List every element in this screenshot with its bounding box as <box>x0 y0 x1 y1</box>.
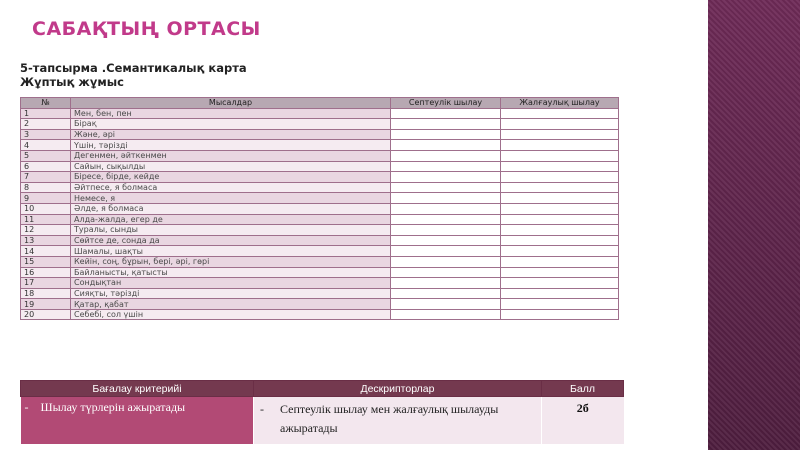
table-row <box>21 278 619 289</box>
conjunctive-answer-cell[interactable] <box>501 108 619 119</box>
table-row <box>21 182 619 193</box>
row-example: Сондықтан <box>71 278 391 289</box>
header-examples: Мысалдар <box>71 98 391 109</box>
row-example: Сөйтсе де, сонда да <box>71 235 391 246</box>
row-example: Бірақ <box>71 119 391 130</box>
postpositional-answer-cell[interactable] <box>391 278 501 289</box>
header-postpositional-particle: Септеулік шылау <box>391 98 501 109</box>
postpositional-answer-cell[interactable] <box>391 150 501 161</box>
row-number: 15 <box>21 256 71 267</box>
postpositional-answer-cell[interactable] <box>391 288 501 299</box>
semantic-map-table <box>20 97 619 320</box>
assessment-score: 2б <box>542 397 624 444</box>
table-row <box>21 299 619 310</box>
conjunctive-answer-cell[interactable] <box>501 140 619 151</box>
assessment-criterion: Шылау түрлерін ажыратады <box>40 400 186 414</box>
postpositional-answer-cell[interactable] <box>391 267 501 278</box>
row-number: 19 <box>21 299 71 310</box>
postpositional-answer-cell[interactable] <box>391 235 501 246</box>
row-number: 10 <box>21 203 71 214</box>
row-example: Дегенмен, әйткенмен <box>71 150 391 161</box>
table-row <box>21 140 619 151</box>
row-number: 16 <box>21 267 71 278</box>
conjunctive-answer-cell[interactable] <box>501 203 619 214</box>
assessment-header-criterion: Бағалау критерийі <box>21 381 254 397</box>
table-row <box>21 267 619 278</box>
assessment-header-score: Балл <box>542 381 624 397</box>
row-number: 7 <box>21 172 71 183</box>
row-number: 3 <box>21 129 71 140</box>
table-row <box>21 129 619 140</box>
row-example: Байланысты, қатысты <box>71 267 391 278</box>
assessment-header-descriptors: Дескрипторлар <box>254 381 542 397</box>
table-row <box>21 256 619 267</box>
row-example: Әйтпесе, я болмаса <box>71 182 391 193</box>
row-number: 20 <box>21 309 71 320</box>
row-number: 1 <box>21 108 71 119</box>
table-row <box>21 108 619 119</box>
task-title: 5-тапсырма .Семантикалық карта <box>20 61 247 75</box>
conjunctive-answer-cell[interactable] <box>501 235 619 246</box>
table-row <box>21 246 619 257</box>
conjunctive-answer-cell[interactable] <box>501 288 619 299</box>
row-number: 9 <box>21 193 71 204</box>
postpositional-answer-cell[interactable] <box>391 129 501 140</box>
conjunctive-answer-cell[interactable] <box>501 225 619 236</box>
table-header-row <box>21 98 619 109</box>
row-number: 14 <box>21 246 71 257</box>
row-example: Алда-жалда, егер де <box>71 214 391 225</box>
conjunctive-answer-cell[interactable] <box>501 193 619 204</box>
row-number: 18 <box>21 288 71 299</box>
page-title: САБАҚТЫҢ ОРТАСЫ <box>32 18 261 40</box>
assessment-table <box>20 380 624 444</box>
row-example: Әлде, я болмаса <box>71 203 391 214</box>
postpositional-answer-cell[interactable] <box>391 182 501 193</box>
conjunctive-answer-cell[interactable] <box>501 150 619 161</box>
conjunctive-answer-cell[interactable] <box>501 182 619 193</box>
table-row <box>21 203 619 214</box>
table-row <box>21 309 619 320</box>
assessment-row <box>21 397 624 444</box>
postpositional-answer-cell[interactable] <box>391 203 501 214</box>
row-example: Сайын, сықылды <box>71 161 391 172</box>
table-row <box>21 288 619 299</box>
postpositional-answer-cell[interactable] <box>391 225 501 236</box>
row-example: Немесе, я <box>71 193 391 204</box>
conjunctive-answer-cell[interactable] <box>501 172 619 183</box>
postpositional-answer-cell[interactable] <box>391 193 501 204</box>
side-decoration-panel <box>708 0 800 450</box>
assessment-descriptor-line1: Септеулік шылау мен жалғаулық шылауды <box>280 402 499 416</box>
criterion-dash: - <box>24 400 29 414</box>
postpositional-answer-cell[interactable] <box>391 214 501 225</box>
conjunctive-answer-cell[interactable] <box>501 129 619 140</box>
row-example: Және, әрі <box>71 129 391 140</box>
postpositional-answer-cell[interactable] <box>391 119 501 130</box>
assessment-descriptor-line2: ажыратады <box>280 421 338 435</box>
conjunctive-answer-cell[interactable] <box>501 267 619 278</box>
descriptor-dash: - <box>260 402 264 416</box>
row-example: Шамалы, шақты <box>71 246 391 257</box>
table-row <box>21 225 619 236</box>
table-row <box>21 172 619 183</box>
postpositional-answer-cell[interactable] <box>391 299 501 310</box>
row-example: Себебі, сол үшін <box>71 309 391 320</box>
postpositional-answer-cell[interactable] <box>391 140 501 151</box>
table-row <box>21 193 619 204</box>
conjunctive-answer-cell[interactable] <box>501 119 619 130</box>
postpositional-answer-cell[interactable] <box>391 161 501 172</box>
row-number: 13 <box>21 235 71 246</box>
postpositional-answer-cell[interactable] <box>391 172 501 183</box>
row-number: 6 <box>21 161 71 172</box>
row-number: 2 <box>21 119 71 130</box>
conjunctive-answer-cell[interactable] <box>501 278 619 289</box>
row-number: 5 <box>21 150 71 161</box>
table-row <box>21 235 619 246</box>
row-example: Біресе, бірде, кейде <box>71 172 391 183</box>
table-row <box>21 161 619 172</box>
row-example: Кейін, соң, бұрын, бері, әрі, гөрі <box>71 256 391 267</box>
postpositional-answer-cell[interactable] <box>391 246 501 257</box>
conjunctive-answer-cell[interactable] <box>501 299 619 310</box>
row-number: 4 <box>21 140 71 151</box>
row-number: 8 <box>21 182 71 193</box>
header-conjunctive-particle: Жалғаулық шылау <box>501 98 619 109</box>
conjunctive-answer-cell[interactable] <box>501 256 619 267</box>
conjunctive-answer-cell[interactable] <box>501 309 619 320</box>
row-example: Мен, бен, пен <box>71 108 391 119</box>
header-number: № <box>21 98 71 109</box>
row-example: Қатар, қабат <box>71 299 391 310</box>
table-row <box>21 214 619 225</box>
table-row <box>21 119 619 130</box>
postpositional-answer-cell[interactable] <box>391 309 501 320</box>
postpositional-answer-cell[interactable] <box>391 256 501 267</box>
row-example: Үшін, тәрізді <box>71 140 391 151</box>
assessment-header-row <box>21 381 624 397</box>
assessment-criterion-cell <box>21 397 254 444</box>
conjunctive-answer-cell[interactable] <box>501 214 619 225</box>
conjunctive-answer-cell[interactable] <box>501 161 619 172</box>
row-number: 11 <box>21 214 71 225</box>
task-subtitle: Жұптық жұмыс <box>20 75 124 89</box>
postpositional-answer-cell[interactable] <box>391 108 501 119</box>
conjunctive-answer-cell[interactable] <box>501 246 619 257</box>
row-example: Туралы, сынды <box>71 225 391 236</box>
assessment-descriptor-cell <box>254 397 542 444</box>
row-example: Сияқты, тәрізді <box>71 288 391 299</box>
table-row <box>21 150 619 161</box>
row-number: 12 <box>21 225 71 236</box>
row-number: 17 <box>21 278 71 289</box>
